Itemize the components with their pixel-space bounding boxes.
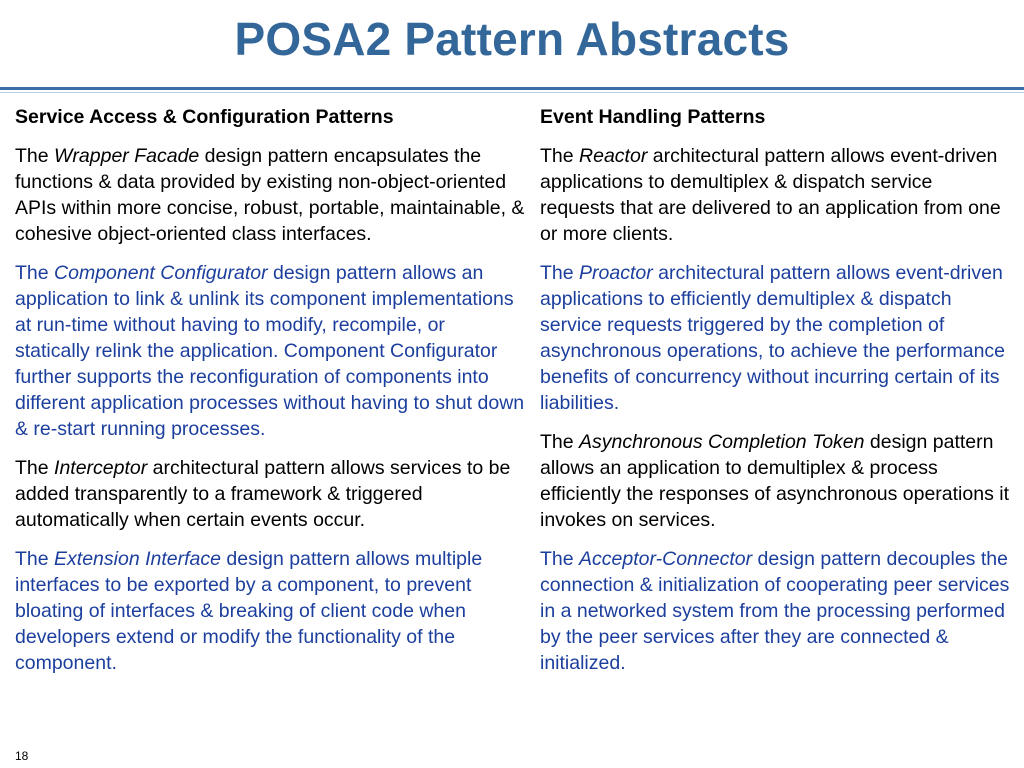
- pattern-prefix: The: [15, 457, 55, 479]
- pattern-prefix: The: [15, 145, 55, 167]
- pattern-prefix: The: [15, 548, 55, 570]
- pattern-description: architectural pattern allows services to be added transparently to a framework & triggered automatically when certain events occur.: [15, 457, 511, 531]
- pattern-extension-interface: [15, 546, 525, 676]
- pattern-name: Asynchronous Completion Token: [579, 431, 865, 453]
- right-column: [540, 104, 1010, 689]
- pattern-interceptor: [15, 455, 525, 533]
- left-column-heading: Service Access & Configuration Patterns: [15, 106, 394, 128]
- pattern-description: design pattern encapsulates the functions & data provided by existing non-object-oriented APIs within more concise, robust, portable, maintainable, & cohesive object-oriented class interfaces.: [15, 145, 525, 245]
- pattern-name: Interceptor: [54, 457, 148, 479]
- pattern-description: design pattern allows an application to demultiplex & process efficiently the responses of asynchronous operations it invokes on services.: [540, 431, 1009, 531]
- pattern-name: Wrapper Facade: [54, 145, 200, 167]
- pattern-prefix: The: [540, 145, 580, 167]
- pattern-asynchronous-completion-token: [540, 429, 1010, 533]
- pattern-description: design pattern decouples the connection & initialization of cooperating peer services in a networked system from the processing performed by the peer services after they are connected & initialized.: [540, 548, 1010, 674]
- pattern-prefix: The: [540, 431, 580, 453]
- pattern-proactor: [540, 260, 1010, 416]
- pattern-prefix: The: [540, 548, 580, 570]
- pattern-prefix: The: [540, 262, 580, 284]
- pattern-name: Component Configurator: [54, 262, 268, 284]
- pattern-prefix: The: [15, 262, 55, 284]
- title-divider: [0, 87, 1024, 93]
- left-column: [15, 104, 525, 689]
- slide-title: POSA2 Pattern Abstracts: [234, 13, 790, 65]
- pattern-description: design pattern allows multiple interfaces to be exported by a component, to prevent bloating of interfaces & breaking of client code when developers extend or modify the functionality of the component.: [15, 548, 483, 674]
- pattern-description: design pattern allows an application to link & unlink its component implementations at run-time without having to modify, recompile, or statically relink the application. Component Configurator further supports the reconfiguration of components into different application processes without having to shut down & re-start running processes.: [15, 262, 525, 440]
- pattern-name: Reactor: [579, 145, 648, 167]
- pattern-name: Extension Interface: [54, 548, 221, 570]
- pattern-acceptor-connector: [540, 546, 1010, 676]
- pattern-wrapper-facade: [15, 143, 525, 247]
- pattern-reactor: [540, 143, 1010, 247]
- pattern-component-configurator: [15, 260, 525, 442]
- page-number: 18: [15, 749, 29, 763]
- right-column-heading: Event Handling Patterns: [540, 106, 766, 128]
- pattern-description: architectural pattern allows event-driven applications to efficiently demultiplex & dispatch service requests triggered by the completion of asynchronous operations, to achieve the performance benefits of concurrency without incurring certain of its liabilities.: [540, 262, 1006, 414]
- pattern-name: Proactor: [579, 262, 653, 284]
- pattern-name: Acceptor-Connector: [579, 548, 753, 570]
- pattern-description: architectural pattern allows event-driven applications to demultiplex & dispatch service requests that are delivered to an application from one or more clients.: [540, 145, 1001, 245]
